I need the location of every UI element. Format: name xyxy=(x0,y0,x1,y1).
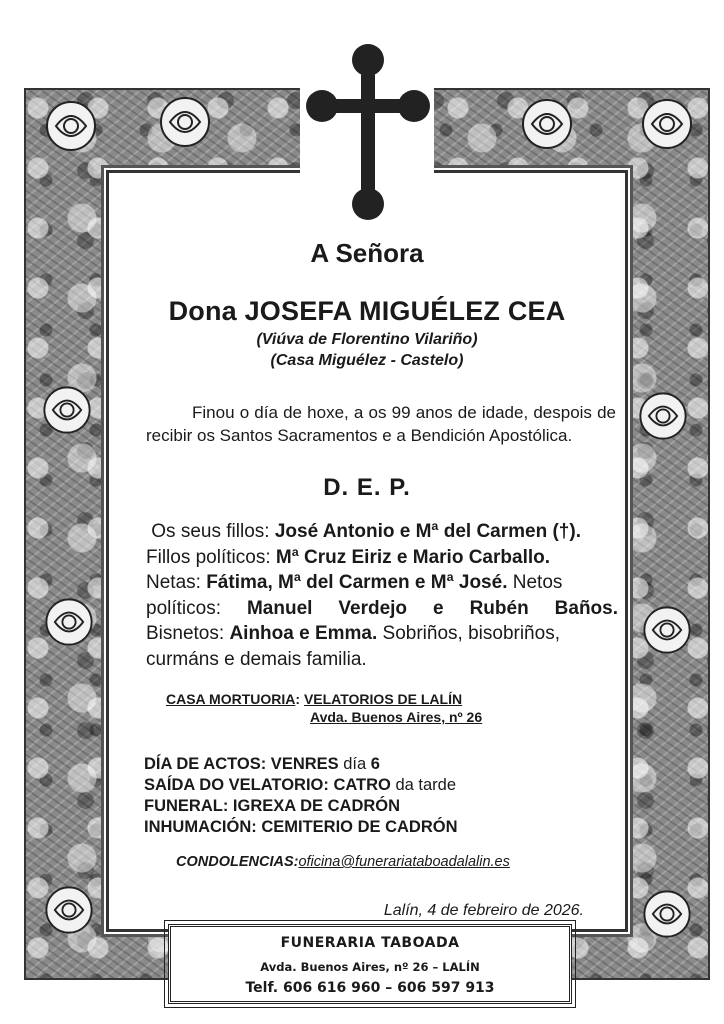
rose-icon xyxy=(634,600,700,660)
funeral-home-address: Avda. Buenos Aires, nº 26 – LALÍN xyxy=(260,960,480,974)
rose-icon xyxy=(34,380,100,440)
burial-location: INHUMACIÓN: CEMITERIO DE CADRÓN xyxy=(144,818,458,836)
page-title: A Señora xyxy=(310,238,424,268)
mortuary-address: Avda. Buenos Aires, nº 26 xyxy=(310,709,483,725)
condolences-line: CONDOLENCIAS:oficina@funerariataboadalalin.es xyxy=(176,854,510,870)
rose-icon xyxy=(36,592,102,652)
ceremony-day: DÍA DE ACTOS: VENRES día 6 xyxy=(144,755,380,773)
widow-note: (Viúva de Florentino Vilariño) xyxy=(256,331,478,348)
children-line: Os seus fillos: José Antonio e Mª del Carmen (†). xyxy=(151,521,581,542)
notice-date: Lalín, 4 de febreiro de 2026. xyxy=(383,902,584,919)
funeral-home-phones: Telf. 606 616 960 – 606 597 913 xyxy=(245,980,495,996)
house-note: (Casa Miguélez - Castelo) xyxy=(270,352,464,369)
condolences-email-link[interactable]: oficina@funerariataboadalalin.es xyxy=(298,854,510,870)
grandchildren-inlaws-line: políticos: Manuel Verdejo e Rubén Baños. xyxy=(146,597,618,619)
rose-icon xyxy=(36,880,102,940)
rose-icon xyxy=(630,386,696,446)
death-notice-paragraph: Finou o día de hoxe, a os 99 anos de idade, despois de recibir os Santos Sacramentos e a Bendición Apostólica. xyxy=(146,403,616,445)
rose-icon xyxy=(150,92,220,152)
funeral-home-name: FUNERARIA TABOADA xyxy=(280,935,460,951)
grandchildren-line: Netas: Fátima, Mª del Carmen e Mª José. Netos xyxy=(146,572,563,593)
mortuary-place: VELATORIOS DE LALÍN xyxy=(303,691,463,707)
deceased-name: Dona JOSEFA MIGUÉLEZ CEA xyxy=(168,296,566,326)
ceremony-details xyxy=(144,754,458,838)
great-grandchildren-line: Bisnetos: Ainhoa e Emma. Sobriños, bisobriños, xyxy=(146,623,560,644)
rose-icon xyxy=(634,884,700,944)
family-list xyxy=(146,519,618,672)
rose-icon xyxy=(36,96,106,156)
other-relatives-line: curmáns e demais familia. xyxy=(146,648,367,670)
inlaws-names: Mª Cruz Eiriz e Mario Carballo. xyxy=(275,546,551,568)
mortuary-label: CASA MORTUORIA xyxy=(166,691,296,707)
funeral-home-box xyxy=(168,924,572,1004)
grandchildren-names: Fátima, Mª del Carmen e Mª José. xyxy=(206,572,508,593)
grandchildren-inlaws-names: Manuel Verdejo e Rubén Baños. xyxy=(246,597,618,619)
rip-heading: D. E. P. xyxy=(323,474,411,501)
rose-icon xyxy=(632,94,702,154)
cross-icon xyxy=(306,44,430,220)
departure-time: SAÍDA DO VELATORIO: CATRO da tarde xyxy=(144,776,457,794)
inlaws-line: Fillos políticos: Mª Cruz Eiriz e Mario Carballo. xyxy=(146,546,551,568)
children-names: José Antonio e Mª del Carmen (†). xyxy=(274,521,581,542)
rose-icon xyxy=(512,94,582,154)
mortuary-line: CASA MORTUORIA: VELATORIOS DE LALÍN xyxy=(166,691,463,707)
funeral-location: FUNERAL: IGREXA DE CADRÓN xyxy=(144,797,401,815)
great-grandchildren-names: Ainhoa e Emma. xyxy=(229,623,378,644)
